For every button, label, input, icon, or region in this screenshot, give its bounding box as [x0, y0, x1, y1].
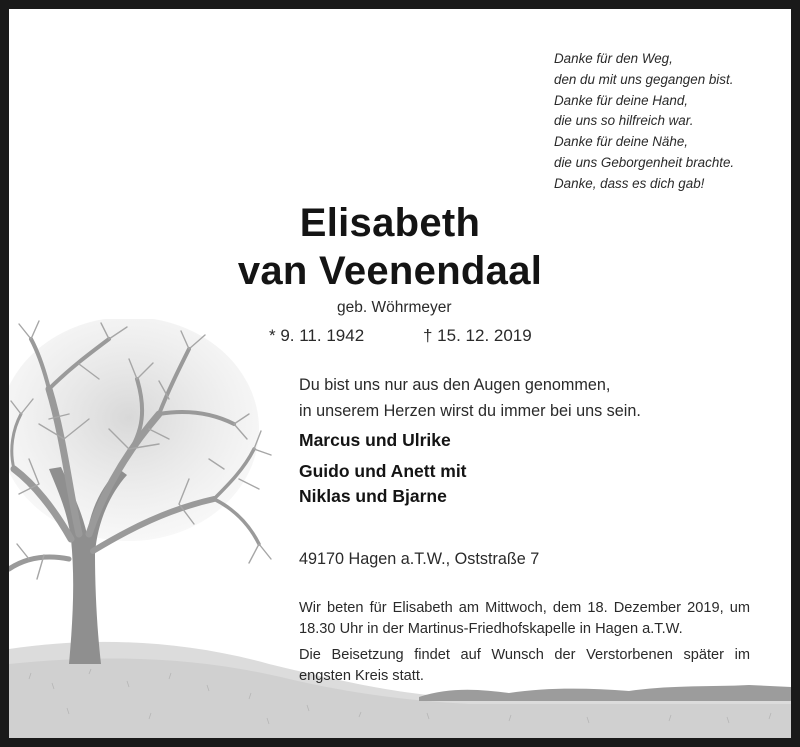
burial-info: Die Beisetzung findet auf Wunsch der Verstorbenen später im engsten Kreis statt. [299, 647, 750, 684]
address: 49170 Hagen a.T.W., Oststraße 7 [299, 550, 540, 568]
death-date: † 15. 12. 2019 [423, 326, 532, 345]
poem-line: Danke für den Weg, [554, 51, 673, 66]
verse-line: Du bist uns nur aus den Augen genommen, [299, 376, 611, 394]
poem-line: die uns so hilfreich war. [554, 113, 694, 129]
poem-line: die uns Geborgenheit brachte. [554, 154, 735, 170]
deceased-last-name: van Veenendaal [237, 249, 543, 293]
deceased-first-name: Elisabeth [299, 201, 481, 245]
family-member: Niklas und Bjarne [299, 486, 447, 506]
birth-date: * 9. 11. 1942 [269, 326, 365, 345]
poem-line: den du mit uns gegangen bist. [554, 71, 734, 87]
family-member: Marcus und Ulrike [299, 430, 451, 450]
poem [554, 49, 774, 195]
poem-line: Danke für deine Hand, [554, 92, 688, 108]
family-member: Guido und Anett mit [299, 461, 467, 481]
poem-line: Danke für deine Nähe, [554, 134, 688, 150]
service-info: Wir beten für Elisabeth am Mittwoch, dem 18. Dezember 2019, um 18.30 Uhr in der Martinus-Friedhofskapelle in Hagen a.T.W. [299, 600, 750, 637]
obituary-notice [9, 9, 791, 738]
birth-name: geb. Wöhrmeyer [337, 299, 452, 316]
poem-line: Danke, dass es dich gab! [554, 175, 705, 191]
verse-line: in unserem Herzen wirst du immer bei uns sein. [299, 402, 641, 420]
